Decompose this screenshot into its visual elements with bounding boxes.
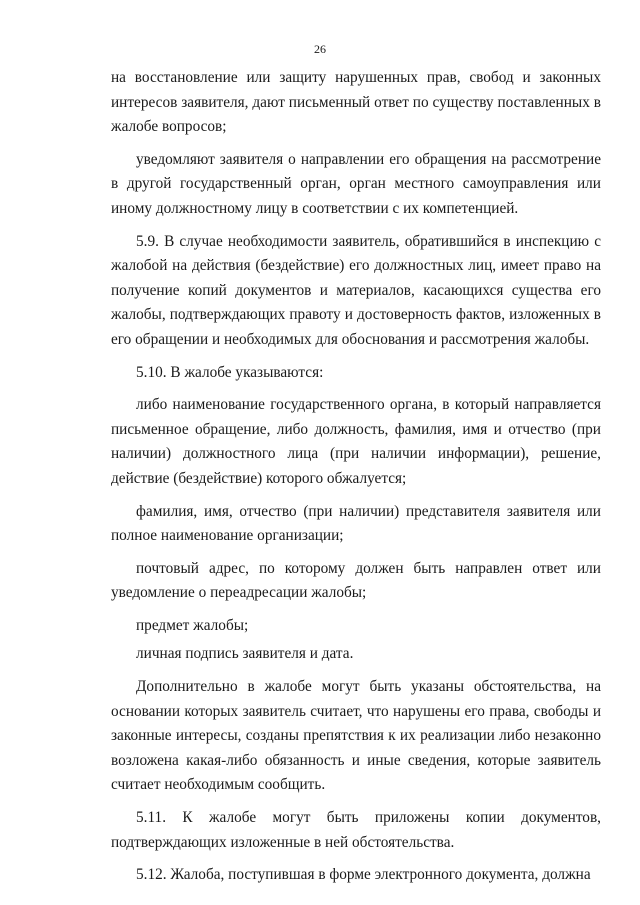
paragraph-5-11: 5.11. К жалобе могут быть приложены копии документов, подтверждающих изложенные в ней обстоятельства. [111, 809, 601, 851]
document-body [111, 66, 601, 892]
paragraph-additional-info: Дополнительно в жалобе могут быть указаны обстоятельства, на основании которых заявитель считает, что нарушены его права, свободы и законные интересы, созданы препятствия к их реализации либо незаконно возложена какая-либо обязанность и иные сведения, которые заявитель считает необходимым сообщить. [111, 678, 601, 794]
page-number: 26 [314, 42, 326, 56]
paragraph-postal-address: почтовый адрес, по которому должен быть направлен ответ или уведомление о переадресации жалобы; [111, 559, 601, 602]
paragraph-signature: личная подпись заявителя и дата. [136, 645, 354, 663]
paragraph-5-12: 5.12. Жалоба, поступившая в форме электронного документа, должна [136, 866, 591, 884]
paragraph-subject: предмет жалобы; [136, 616, 249, 634]
paragraph-5-9: 5.9. В случае необходимости заявитель, обратившийся в инспекцию с жалобой на действия (бездействие) его должностных лиц, имеет право на получение копий документов и материалов, касающихся существа его жалобы, подтверждающих правоту и достоверность фактов, изложенных в его обращении и необходимых для обоснования и рассмотрения жалобы. [111, 232, 601, 348]
paragraph-5-10: 5.10. В жалобе указываются: [136, 363, 324, 381]
paragraph-notify-applicant: уведомляют заявителя о направлении его обращения на рассмотрение в другой государственный орган, орган местного самоуправления или иному должностному лицу в соответствии с их компетенцией. [111, 150, 601, 217]
paragraph-applicant-name: фамилия, имя, отчество (при наличии) представителя заявителя или полное наименование организации; [111, 502, 601, 545]
paragraph-authority-name: либо наименование государственного органа, в который направляется письменное обращение, либо должность, фамилия, имя и отчество (при наличии) должностного лица (при наличии информации), решение, действие (бездействие) которого обжалуется; [111, 396, 601, 487]
paragraph-continuation: на восстановление или защиту нарушенных прав, свобод и законных интересов заявителя, дают письменный ответ по существу поставленных в жалобе вопросов; [111, 69, 601, 136]
